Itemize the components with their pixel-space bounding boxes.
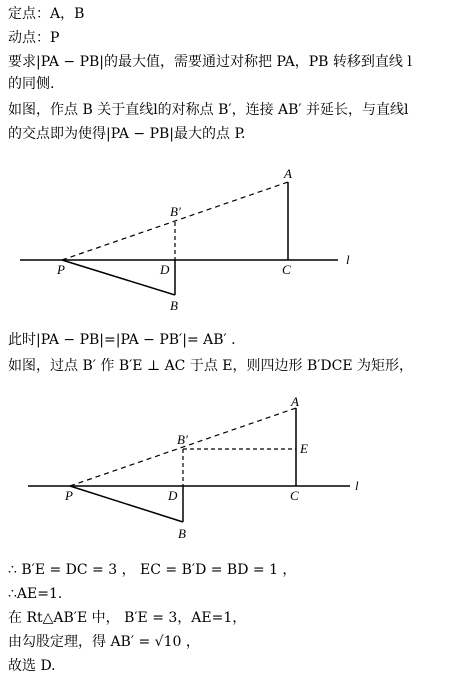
label-E: E bbox=[300, 441, 308, 456]
label-l: l bbox=[346, 252, 350, 267]
label-l: l bbox=[355, 478, 359, 493]
figure-1 bbox=[0, 160, 462, 320]
requirement-line-2: 的同侧. bbox=[8, 76, 55, 92]
label-P: P bbox=[65, 488, 73, 503]
method-line-1: 如图，作点 B 关于直线l的对称点 B′，连接 AB′ 并延长，与直线l bbox=[8, 102, 409, 118]
label-C: C bbox=[290, 488, 299, 503]
segment-PA-dashed bbox=[70, 408, 296, 486]
label-D: D bbox=[160, 262, 170, 277]
construction-line: 如图，过点 B′ 作 B′E ⊥ AC 于点 E，则四边形 B′DCE 为矩形， bbox=[8, 358, 414, 374]
label-B-prime: B′ bbox=[177, 432, 188, 447]
given-moving-point: 动点：P bbox=[8, 30, 60, 46]
right-triangle-line: 在 Rt△AB′E 中， B′E = 3，AE=1， bbox=[8, 610, 247, 626]
therefore-line-2: ∴AE=1. bbox=[8, 586, 63, 602]
segment-PB bbox=[70, 486, 183, 522]
label-P: P bbox=[57, 262, 65, 277]
figure-2 bbox=[0, 390, 462, 548]
label-C: C bbox=[282, 262, 291, 277]
segment-PB bbox=[62, 260, 175, 295]
therefore-line-1: ∴ B′E = DC = 3 ， EC = B′D = BD = 1 ， bbox=[8, 562, 297, 578]
given-fixed-points: 定点：A，B bbox=[8, 6, 85, 22]
segment-PA-dashed bbox=[62, 182, 288, 260]
result-line: 此时|PA − PB|=|PA − PB′|= AB′ . bbox=[8, 332, 236, 348]
method-line-2: 的交点即为使得|PA − PB|最大的点 P. bbox=[8, 126, 246, 142]
label-B: B bbox=[170, 298, 178, 313]
label-B-prime: B′ bbox=[170, 204, 181, 219]
answer-line: 故选 D. bbox=[8, 658, 56, 674]
requirement-line-1: 要求|PA − PB|的最大值，需要通过对称把 PA，PB 转移到直线 l bbox=[8, 54, 412, 70]
label-D: D bbox=[168, 488, 178, 503]
pythagoras-line: 由勾股定理，得 AB′ = √10 ， bbox=[8, 634, 200, 650]
label-A: A bbox=[291, 394, 299, 409]
label-B: B bbox=[178, 526, 186, 541]
label-A: A bbox=[284, 166, 292, 181]
